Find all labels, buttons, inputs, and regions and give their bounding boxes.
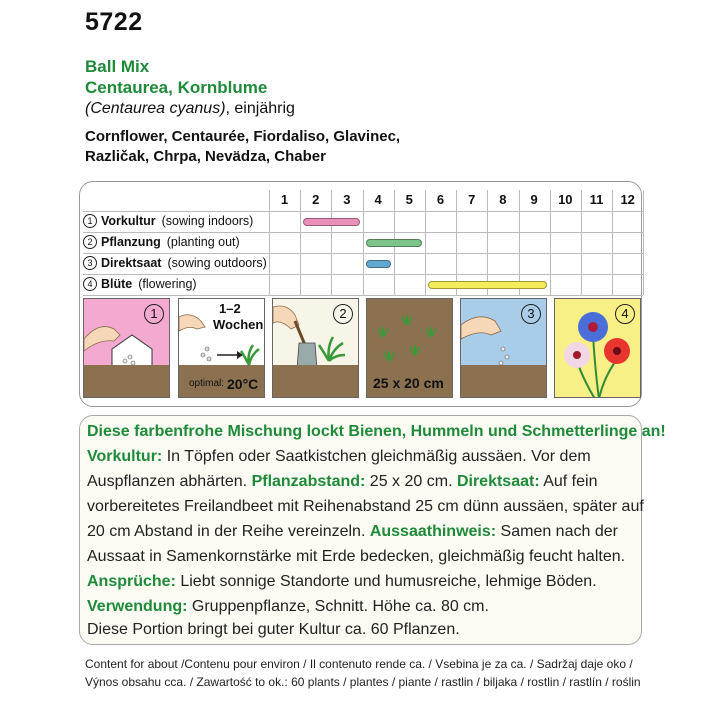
grid-vline bbox=[300, 190, 301, 295]
month-4: 4 bbox=[374, 192, 382, 207]
info-line-3: vorbereitetes Freilandbeet mit Reihenabstand 25 cm dünn aussäen, später auf bbox=[87, 498, 644, 515]
info-line-5: Aussaat in Samenkornstärke mit Erde bedecken, gleichmäßig feucht halten. bbox=[87, 548, 626, 565]
latin-binomial: (Centaurea cyanus) bbox=[85, 100, 226, 117]
grid-hline bbox=[83, 295, 643, 296]
soil bbox=[273, 365, 358, 397]
illustration-planting-out bbox=[272, 298, 359, 398]
illustration-sowing-indoors bbox=[83, 298, 170, 398]
grid-vline bbox=[269, 190, 270, 295]
illustration-spacing bbox=[366, 298, 453, 398]
grid-hline bbox=[83, 274, 643, 275]
row-label-en: (planting out) bbox=[166, 235, 240, 249]
soil bbox=[84, 365, 169, 397]
row-label-en: (sowing indoors) bbox=[161, 214, 254, 228]
month-3: 3 bbox=[343, 192, 351, 207]
month-9: 9 bbox=[530, 192, 538, 207]
grid-vline bbox=[550, 190, 551, 295]
step-3-badge: 3 bbox=[521, 304, 541, 324]
grid-hline bbox=[83, 253, 643, 254]
month-12: 12 bbox=[620, 192, 635, 207]
calendar-row-direktsaat bbox=[83, 253, 639, 273]
grid-hline bbox=[83, 211, 643, 212]
product-code: 5722 bbox=[85, 8, 143, 36]
month-11: 11 bbox=[589, 192, 604, 207]
info-line-2: Auspflanzen abhärten. Pflanzabstand: 25 x 20 cm. Direktsaat: Auf fein bbox=[87, 473, 598, 490]
month-1: 1 bbox=[280, 192, 289, 207]
month-7: 7 bbox=[468, 192, 476, 207]
info-line-6: Ansprüche: Liebt sonnige Standorte und humusreiche, lehmige Böden. bbox=[87, 573, 597, 590]
info-line-4: 20 cm Abstand in der Reihe vereinzeln. Aussaathinweis: Samen nach der bbox=[87, 523, 618, 540]
month-5: 5 bbox=[405, 192, 413, 207]
month-8: 8 bbox=[499, 192, 507, 207]
lifecycle: , einjährig bbox=[225, 100, 295, 117]
grid-vline bbox=[643, 190, 644, 295]
translations-line-1: Cornflower, Centaurée, Fiordaliso, Glavinec, bbox=[85, 128, 401, 145]
weeks-range: 1–2 bbox=[219, 301, 241, 316]
info-line-1: Vorkultur: In Töpfen oder Saatkistchen gleichmäßig aussäen. Vor dem bbox=[87, 448, 591, 465]
calendar-month-header bbox=[83, 190, 639, 210]
step-2-badge: 2 bbox=[333, 304, 353, 324]
info-line-8: Diese Portion bringt bei guter Kultur ca. 60 Pflanzen. bbox=[87, 621, 460, 638]
illustration-flowering bbox=[554, 298, 641, 398]
calendar-bar-pflanzung bbox=[366, 239, 422, 247]
illustration-germination bbox=[178, 298, 265, 398]
row-label: Pflanzung bbox=[101, 235, 161, 249]
calendar-bar-vorkultur bbox=[303, 218, 359, 226]
latin-name bbox=[85, 100, 295, 118]
grid-vline bbox=[363, 190, 364, 295]
optimal-label: optimal: bbox=[189, 378, 225, 389]
month-10: 10 bbox=[558, 192, 573, 207]
month-2: 2 bbox=[312, 192, 320, 207]
optimal-temperature: 20°C bbox=[227, 376, 259, 392]
illustration-direct-sowing bbox=[460, 298, 547, 398]
calendar-bar-direktsaat bbox=[366, 260, 391, 268]
calendar-bar-blüte bbox=[428, 281, 547, 289]
info-line-7: Verwendung: Gruppenpflanze, Schnitt. Höhe ca. 80 cm. bbox=[87, 598, 489, 615]
step-number: 1 bbox=[83, 214, 97, 228]
row-label: Direktsaat bbox=[101, 256, 162, 270]
grid-vline bbox=[331, 190, 332, 295]
month-6: 6 bbox=[436, 192, 445, 207]
content-quantity-line-1: Content for about /Contenu pour environ / Il contenuto rende ca. / Vsebina je za ca. / Sadržaj daje oko / bbox=[85, 657, 633, 671]
grid-vline bbox=[425, 190, 426, 295]
step-4-badge: 4 bbox=[615, 304, 635, 324]
grid-hline bbox=[83, 232, 643, 233]
plant-common-name: Centaurea, Kornblume bbox=[85, 78, 268, 97]
calendar-row-bluete bbox=[83, 274, 639, 294]
weeks-label: Wochen bbox=[213, 317, 264, 332]
headline: Diese farbenfrohe Mischung lockt Bienen, Hummeln und Schmetterlinge an! bbox=[87, 423, 666, 440]
step-number: 3 bbox=[83, 256, 97, 270]
row-label-en: (flowering) bbox=[138, 277, 197, 291]
calendar-row-pflanzung bbox=[83, 232, 639, 252]
row-label: Blüte bbox=[101, 277, 133, 291]
grid-vline bbox=[581, 190, 582, 295]
translations-line-2: Različak, Chrpa, Nevädza, Chaber bbox=[85, 148, 326, 165]
soil bbox=[461, 365, 546, 397]
content-quantity-line-2: Výnos obsahu cca. / Zawartość to ok.: 60 plants / plantes / piante / rastlin / biljaka / rostlin / rastlín / roślin bbox=[85, 675, 641, 689]
spacing-label: 25 x 20 cm bbox=[373, 375, 444, 391]
row-label: Vorkultur bbox=[101, 214, 156, 228]
grid-vline bbox=[612, 190, 613, 295]
row-label-en: (sowing outdoors) bbox=[167, 256, 267, 270]
step-number: 4 bbox=[83, 277, 97, 291]
variety-name: Ball Mix bbox=[85, 57, 150, 76]
step-1-badge: 1 bbox=[144, 304, 164, 324]
grid-vline bbox=[456, 190, 457, 295]
grid-vline bbox=[519, 190, 520, 295]
grid-vline bbox=[487, 190, 488, 295]
step-number: 2 bbox=[83, 235, 97, 249]
calendar-row-vorkultur bbox=[83, 211, 639, 231]
